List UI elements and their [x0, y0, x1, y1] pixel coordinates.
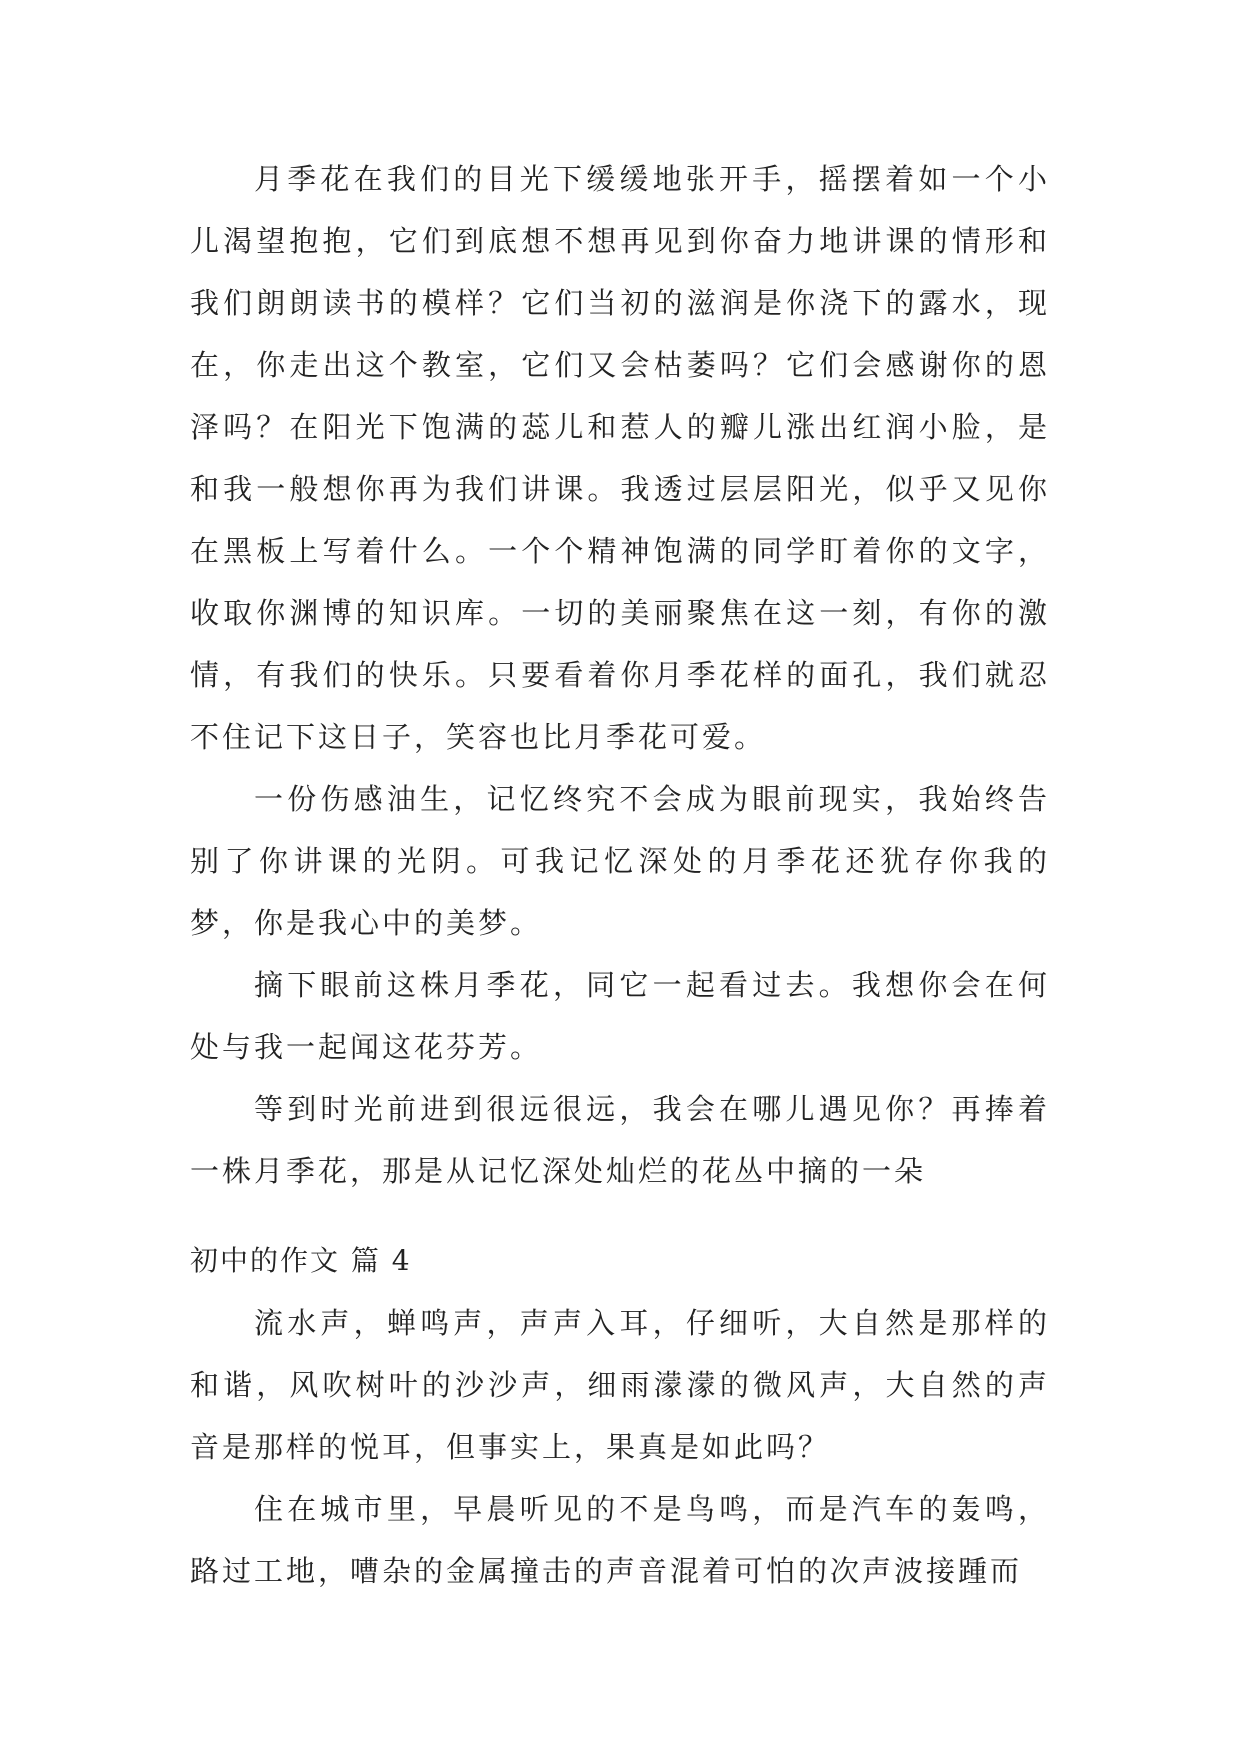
section-a	[190, 148, 1050, 1202]
paragraph: 月季花在我们的目光下缓缓地张开手，摇摆着如一个小儿渴望抱抱，它们到底想不想再见到你奋力地讲课的情形和我们朗朗读书的模样？它们当初的滋润是你浇下的露水，现在，你走出这个教室，它们又会枯萎吗？它们会感谢你的恩泽吗？在阳光下饱满的蕊儿和惹人的瓣儿涨出红润小脸，是和我一般想你再为我们讲课。我透过层层阳光，似乎又见你在黑板上写着什么。一个个精神饱满的同学盯着你的文字，收取你渊博的知识库。一切的美丽聚焦在这一刻，有你的激情，有我们的快乐。只要看着你月季花样的面孔，我们就忍不住记下这日子，笑容也比月季花可爱。	[190, 162, 1050, 754]
paragraph: 等到时光前进到很远很远，我会在哪儿遇见你？再捧着一株月季花，那是从记忆深处灿烂的花丛中摘的一朵	[190, 1092, 1050, 1188]
paragraph: 流水声，蝉鸣声，声声入耳，仔细听，大自然是那样的和谐，风吹树叶的沙沙声，细雨濛濛的微风声，大自然的声音是那样的悦耳，但事实上，果真是如此吗？	[190, 1306, 1050, 1464]
section-heading: 初中的作文 篇 4	[190, 1244, 412, 1277]
paragraph: 一份伤感油生，记忆终究不会成为眼前现实，我始终告别了你讲课的光阴。可我记忆深处的月季花还犹存你我的梦，你是我心中的美梦。	[190, 782, 1050, 940]
paragraph: 摘下眼前这株月季花，同它一起看过去。我想你会在何处与我一起闻这花芬芳。	[190, 968, 1050, 1064]
paragraph: 住在城市里，早晨听见的不是鸟鸣，而是汽车的轰鸣，路过工地，嘈杂的金属撞击的声音混着可怕的次声波接踵而	[190, 1492, 1050, 1588]
section-b	[190, 1230, 1050, 1602]
